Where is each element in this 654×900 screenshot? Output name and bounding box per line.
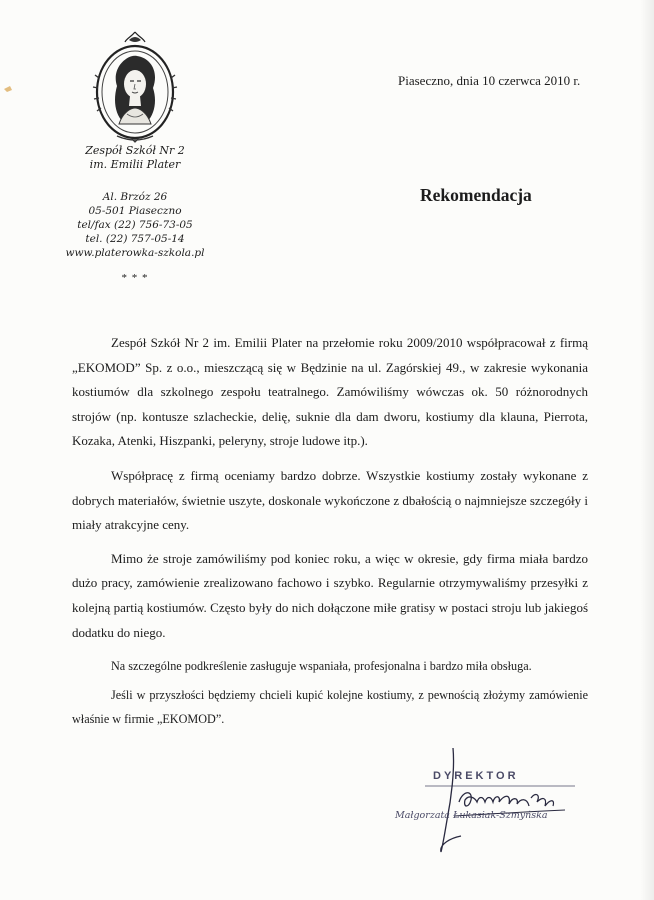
paragraph-5: Jeśli w przyszłości będziemy chcieli kupić kolejne kostiumy, z pewnością złożymy zamówienie właśnie w firmie „EKOMOD”. [72, 687, 588, 727]
school-address [60, 190, 210, 260]
paragraph-4: Na szczególne podkreślenie zasługuje wspaniała, profesjonalna i bardzo miła obsługa. [111, 659, 532, 674]
address-street: Al. Brzóz 26 [102, 191, 168, 203]
letter-body [72, 331, 588, 732]
paragraph-2: Współpracę z firmą oceniamy bardzo dobrze. Wszystkie kostiumy zostały wykonane z dobrych materiałów, świetnie uszyte, doskonale wykończone z dbałością o najmniejsze szczegóły i miały atrakcyjne ceny. [72, 467, 588, 533]
scan-mark-icon [4, 86, 12, 92]
phone-fax: tel/fax (22) 756-73-05 [77, 219, 193, 231]
stamp-title: DYREKTOR [433, 770, 519, 782]
phone: tel. (22) 757-05-14 [85, 233, 185, 245]
school-letterhead [60, 28, 210, 284]
page-edge-shadow [640, 0, 654, 900]
website: www.platerowka-szkola.pl [65, 247, 205, 259]
handwritten-signature-icon [395, 740, 595, 860]
school-name-line2: im. Emilii Plater [89, 158, 181, 171]
letter-title: Rekomendacja [420, 185, 532, 205]
stamp-name: Małgorzata Łukasiak-Szmyńska [395, 810, 548, 821]
address-city: 05-501 Piaseczno [88, 205, 182, 217]
school-name-line1: Zespół Szkół Nr 2 [85, 144, 185, 157]
separator-stars: * * * [121, 272, 149, 284]
paragraph-3: Mimo że stroje zamówiliśmy pod koniec roku, a więc w okresie, gdy firma miała bardzo dużo pracy, zamówienie zrealizowano fachowo i szybko. Regularnie otrzymywaliśmy przesyłki z kolejną partią kostiumów. Często były do nich dołączone miłe gratisy w postaci stroju lub jakiegoś dodatku do niego. [72, 550, 588, 640]
school-seal-icon [87, 28, 183, 144]
school-name [60, 144, 210, 172]
paragraph-1: Zespół Szkół Nr 2 im. Emilii Plater na przełomie roku 2009/2010 współpracował z firmą „EKOMOD” Sp. z o.o., mieszczącą się w Będzinie na ul. Zagórskiej 49., w zakresie wykonania kostiumów dla szkolnego zespołu teatralnego. Zamówiliśmy wówczas ok. 50 różnorodnych strojów (np. kontusze szlacheckie, delię, suknie dla dam dworu, kostiumy dla klauna, Pierrota, Kozaka, Atenki, Hiszpanki, peleryny, stroje ludowe itp.). [72, 335, 588, 449]
signature-block [395, 740, 595, 860]
date-line: Piaseczno, dnia 10 czerwca 2010 r. [398, 73, 581, 88]
